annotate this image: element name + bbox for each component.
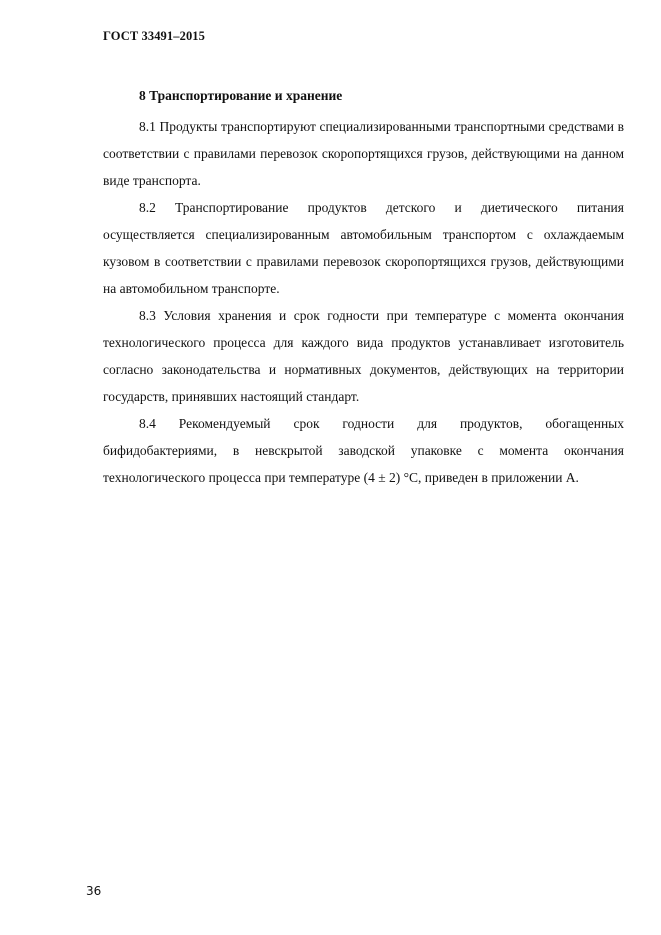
paragraph-8-2: 8.2 Транспортирование продуктов детского и диетического питания осуществляется специализированным автомобильным транспортом с охлаждаемым кузовом в соответствии с правилами перевозок скоропортящихся грузов, действующими на автомобильном транспорте. (103, 200, 624, 296)
paragraph-8-1: 8.1 Продукты транспортируют специализированными транспортными средствами в соответствии с правилами перевозок скоропортящихся грузов, действующими на данном виде транспорта. (103, 119, 624, 188)
page-number: 36 (86, 884, 102, 898)
document-header: ГОСТ 33491–2015 (103, 29, 206, 43)
paragraph-8-3: 8.3 Условия хранения и срок годности при температуре с момента окончания технологического процесса для каждого вида продуктов устанавливает изготовитель согласно законодательства и нормативных документов, действующих на территории государств, принявших настоящий стандарт. (103, 308, 624, 404)
section-title: 8 Транспортирование и хранение (139, 88, 343, 103)
section-transport-storage (103, 86, 624, 491)
paragraph-8-4: 8.4 Рекомендуемый срок годности для продуктов, обогащенных бифидобактериями, в невскрытой заводской упаковке с момента окончания технологического процесса при температуре (4 ± 2) °С, приведен в приложении А. (103, 416, 624, 485)
